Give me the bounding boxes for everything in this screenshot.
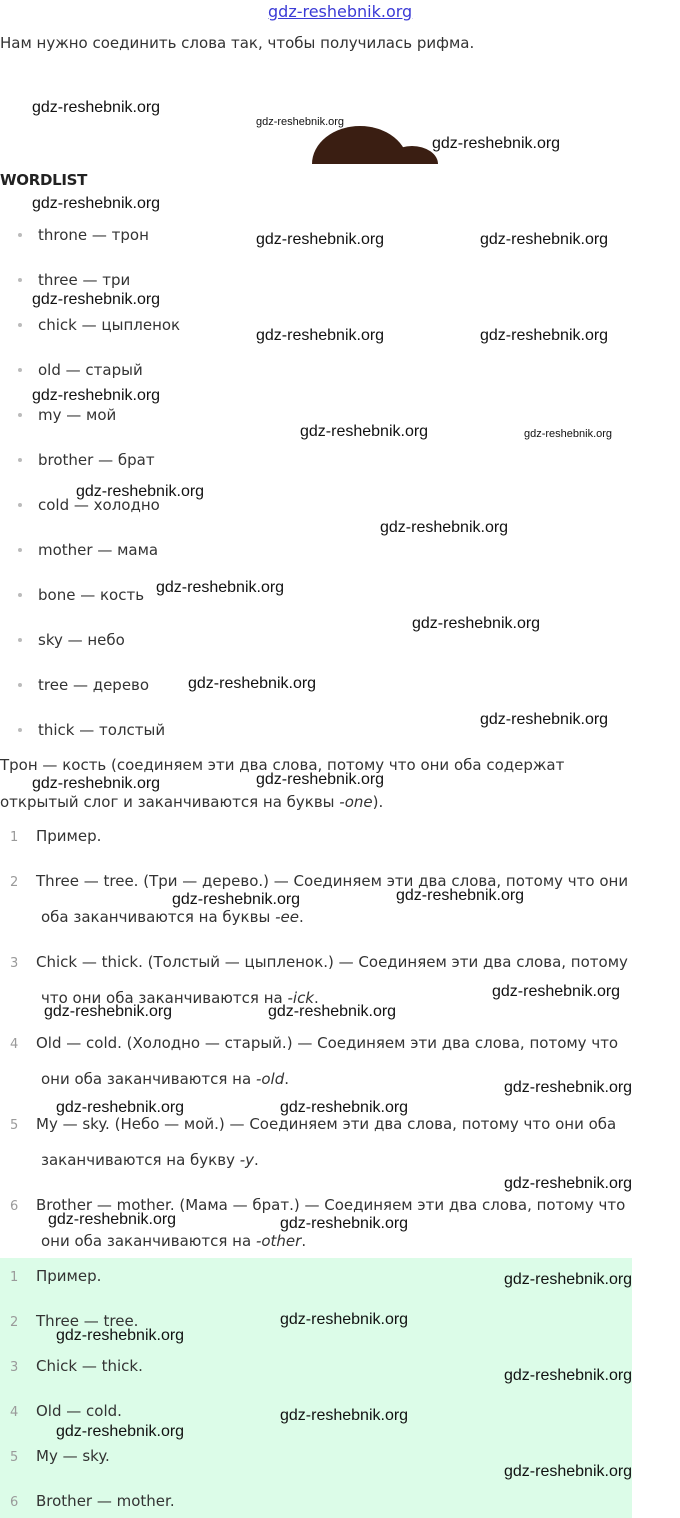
watermark: gdz-reshebnik.org: [56, 1423, 185, 1440]
bullet-icon: [18, 278, 22, 282]
bullet-icon: [18, 548, 22, 552]
wordlist-item: bone — кость: [18, 586, 144, 604]
watermark: gdz-reshebnik.org: [256, 116, 345, 128]
watermark: gdz-reshebnik.org: [280, 1099, 409, 1116]
answer-item: 6 Brother — mother. (Мама — брат.) — Соединяем эти два слова, потому что: [10, 1196, 626, 1214]
answer-item-cont: они оба заканчиваются на -other.: [41, 1232, 307, 1250]
bullet-icon: [18, 323, 22, 327]
bullet-icon: [18, 458, 22, 462]
watermark: gdz-reshebnik.org: [48, 1211, 177, 1228]
watermark: gdz-reshebnik.org: [480, 711, 609, 728]
final-answer-item: 3 Chick — thick.: [10, 1357, 143, 1375]
wordlist-title: WORDLIST: [0, 171, 88, 189]
watermark: gdz-reshebnik.org: [256, 327, 385, 344]
wordlist-item: tree — дерево: [18, 676, 149, 694]
answer-item-cont: они оба заканчиваются на -old.: [41, 1070, 289, 1088]
watermark: gdz-reshebnik.org: [396, 887, 525, 904]
watermark: gdz-reshebnik.org: [256, 771, 385, 788]
cropped-illustration: [312, 124, 442, 164]
watermark: gdz-reshebnik.org: [188, 675, 317, 692]
explanation-line2: открытый слог и заканчиваются на буквы -one).: [0, 793, 384, 811]
final-answer-item: 5 My — sky.: [10, 1447, 110, 1465]
final-answer-item: 1 Пример.: [10, 1267, 102, 1285]
bullet-icon: [18, 503, 22, 507]
answer-item: 5 My — sky. (Небо — мой.) — Соединяем эти два слова, потому что они оба: [10, 1115, 617, 1133]
answer-item: 3 Chick — thick. (Толстый — цыпленок.) — Соединяем эти два слова, потому: [10, 953, 628, 971]
answer-item-cont: что они оба заканчиваются на -ick.: [41, 989, 319, 1007]
watermark: gdz-reshebnik.org: [280, 1311, 409, 1328]
final-answer-item: 4 Old — cold.: [10, 1402, 122, 1420]
watermark: gdz-reshebnik.org: [268, 1003, 397, 1020]
watermark: gdz-reshebnik.org: [256, 231, 385, 248]
answer-item: 1 Пример.: [10, 827, 102, 845]
watermark: gdz-reshebnik.org: [504, 1079, 633, 1096]
answer-item-cont: оба заканчиваются на буквы -ee.: [41, 908, 304, 926]
watermark: gdz-reshebnik.org: [76, 483, 205, 500]
bullet-icon: [18, 593, 22, 597]
final-answer-item: 2 Three — tree.: [10, 1312, 139, 1330]
final-answer-item: 6 Brother — mother.: [10, 1492, 175, 1510]
watermark: gdz-reshebnik.org: [32, 99, 161, 116]
intro-text: Нам нужно соединить слова так, чтобы получилась рифма.: [0, 34, 475, 52]
watermark: gdz-reshebnik.org: [492, 983, 621, 1000]
wordlist-item: brother — брат: [18, 451, 155, 469]
watermark: gdz-reshebnik.org: [156, 579, 285, 596]
watermark: gdz-reshebnik.org: [480, 231, 609, 248]
wordlist-item: mother — мама: [18, 541, 158, 559]
watermark: gdz-reshebnik.org: [504, 1175, 633, 1192]
watermark: gdz-reshebnik.org: [504, 1463, 633, 1480]
answer-item: 4 Old — cold. (Холодно — старый.) — Соединяем эти два слова, потому что: [10, 1034, 619, 1052]
wordlist-item: three — три: [18, 271, 130, 289]
watermark: gdz-reshebnik.org: [32, 195, 161, 212]
watermark: gdz-reshebnik.org: [380, 519, 509, 536]
watermark: gdz-reshebnik.org: [300, 423, 429, 440]
watermark: gdz-reshebnik.org: [32, 387, 161, 404]
wordlist-item: old — старый: [18, 361, 143, 379]
bullet-icon: [18, 368, 22, 372]
watermark: gdz-reshebnik.org: [32, 775, 161, 792]
wordlist-item: chick — цыпленок: [18, 316, 180, 334]
watermark: gdz-reshebnik.org: [56, 1099, 185, 1116]
wordlist-item: sky — небо: [18, 631, 125, 649]
watermark: gdz-reshebnik.org: [412, 615, 541, 632]
wordlist-item: cold — холодно: [18, 496, 160, 514]
wordlist-item: throne — трон: [18, 226, 149, 244]
wordlist-item: my — мой: [18, 406, 116, 424]
bullet-icon: [18, 413, 22, 417]
answer-item: 2 Three — tree. (Три — дерево.) — Соединяем эти два слова, потому что они: [10, 872, 629, 890]
watermark: gdz-reshebnik.org: [504, 1367, 633, 1384]
watermark: gdz-reshebnik.org: [44, 1003, 173, 1020]
wordlist-item: thick — толстый: [18, 721, 165, 739]
watermark: gdz-reshebnik.org: [432, 135, 561, 152]
watermark: gdz-reshebnik.org: [280, 1407, 409, 1424]
watermark: gdz-reshebnik.org: [480, 327, 609, 344]
bullet-icon: [18, 233, 22, 237]
bullet-icon: [18, 638, 22, 642]
watermark: gdz-reshebnik.org: [504, 1271, 633, 1288]
site-header-link[interactable]: gdz-reshebnik.org: [268, 2, 413, 21]
answer-item-cont: заканчиваются на букву -y.: [41, 1151, 259, 1169]
explanation-line1: Трон — кость (соединяем эти два слова, потому что они оба содержат: [0, 756, 565, 774]
bullet-icon: [18, 683, 22, 687]
watermark: gdz-reshebnik.org: [280, 1215, 409, 1232]
watermark: gdz-reshebnik.org: [524, 428, 613, 440]
watermark: gdz-reshebnik.org: [56, 1327, 185, 1344]
watermark: gdz-reshebnik.org: [32, 291, 161, 308]
bullet-icon: [18, 728, 22, 732]
watermark: gdz-reshebnik.org: [172, 891, 301, 908]
